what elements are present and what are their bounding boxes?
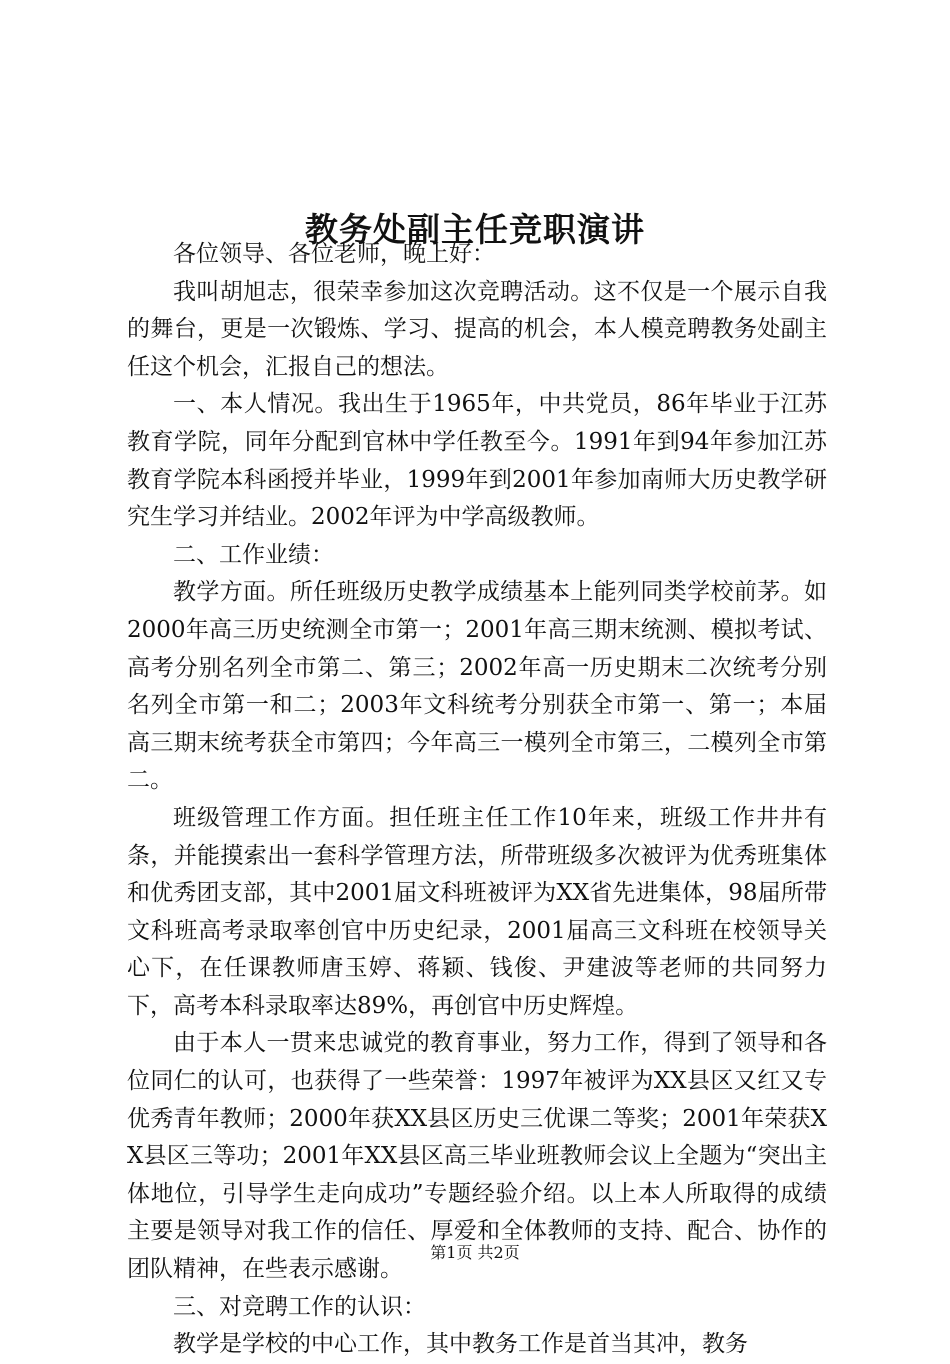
document-body — [127, 236, 827, 1364]
paragraph-teaching: 教学方面。所任班级历史教学成绩基本上能列同类学校前茅。如2000年高三历史统测全市第一；2001年高三期末统测、模拟考试、高考分别名列全市第二、第三；2002年高一历史期末二次统考分别名列全市第一和二；2003年文科统考分别获全市第一、第一；本届高三期末统考获全市第四；今年高三一模列全市第三，二模列全市第二。 — [127, 579, 827, 794]
paragraph-class-management: 班级管理工作方面。担任班主任工作10年来，班级工作井井有条，并能摸索出一套科学管理方法，所带班级多次被评为优秀班集体和优秀团支部，其中2001届文科班被评为XX省先进集体，98届所带文科班高考录取率创官中历史纪录，2001届高三文科班在校领导关心下，在任课教师唐玉婷、蒋颖、钱俊、尹建波等老师的共同努力下，高考本科录取率达89%，再创官中历史辉煌。 — [127, 804, 827, 1019]
paragraph-introduction: 我叫胡旭志，很荣幸参加这次竞聘活动。这不仅是一个展示自我的舞台，更是一次锻炼、学习、提高的机会，本人模竞聘教务处副主任这个机会，汇报自己的想法。 — [127, 278, 827, 380]
page-number: 第1页 共2页 — [430, 1243, 520, 1262]
page-title: 教务处副主任竞职演讲 — [305, 210, 645, 250]
section-heading-achievements: 二、工作业绩： — [173, 541, 334, 568]
paragraph-greeting: 各位领导、各位老师，晚上好： — [173, 241, 495, 267]
paragraph-honors: 由于本人一贯来忠诚党的教育事业，努力工作，得到了领导和各位同仁的认可，也获得了一些荣誉：1997年被评为XX县区又红又专优秀青年教师；2000年获XX县区历史三优课二等奖；2001年荣获XX县区三等功；2001年XX县区高三毕业班教师会议上全题为“突出主体地位，引导学生走向成功”专题经验介绍。以上本人所取得的成绩主要是领导对我工作的信任、厚爱和全体教师的支持、配合、协作的团队精神，在些表示感谢。 — [127, 1030, 827, 1283]
paragraph-understanding: 教学是学校的中心工作，其中教务工作是首当其冲，教务 — [173, 1331, 748, 1358]
paragraph-personal-info: 一、本人情况。我出生于1965年，中共党员，86年毕业于江苏教育学院，同年分配到官林中学任教至今。1991年到94年参加江苏教育学院本科函授并毕业，1999年到2001年参加南师大历史教学研究生学习并结业。2002年评为中学高级教师。 — [127, 391, 827, 531]
section-heading-understanding: 三、对竞聘工作的认识： — [173, 1293, 426, 1320]
